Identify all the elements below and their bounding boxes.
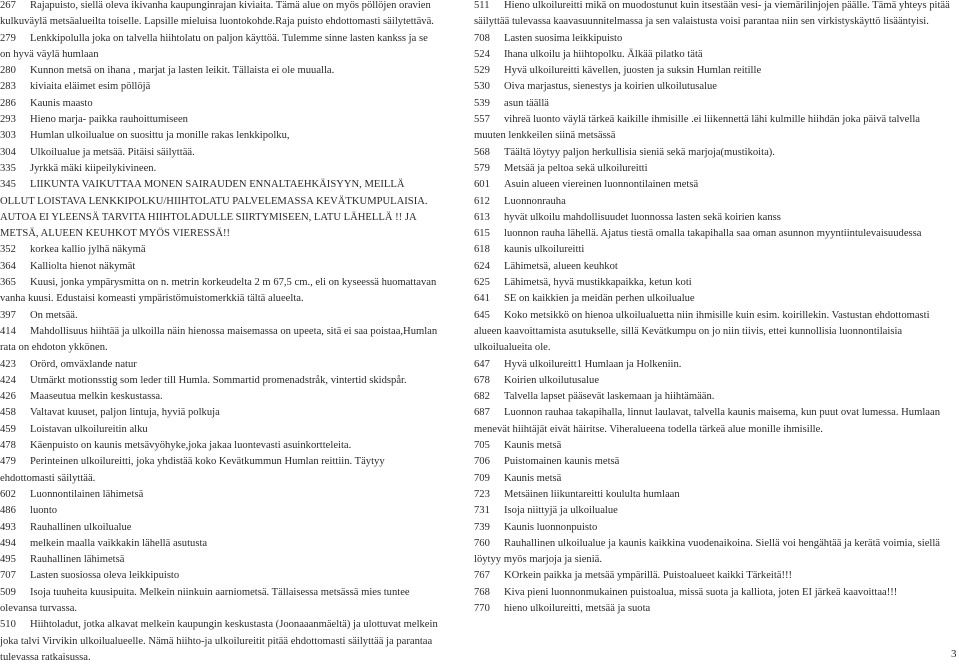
entry-number: 494 <box>0 537 16 549</box>
entry-text: Isoja tuuheita kuusipuita. Melkein niinkuin aarniometsä. Tällaisessa metsässä mies tuntee olevansa turvassa. <box>0 586 410 614</box>
entry-text: kiviaita eläimet esim pöllöjä <box>30 81 151 93</box>
comment-entry <box>0 389 440 405</box>
entry-number: 602 <box>0 488 16 500</box>
entry-text: Ihana ulkoilu ja hiihtopolku. Älkää pilatko tätä <box>504 48 703 60</box>
comment-entry <box>474 0 954 31</box>
entry-number: 618 <box>474 244 490 256</box>
entry-number: 682 <box>474 391 490 403</box>
entry-text: SE on kaikkien ja meidän perhen ulkoilualue <box>504 293 695 305</box>
comment-entry <box>0 145 440 161</box>
entry-text: Hieno ulkoilureitti mikä on muodostunut kuin itsestään vesi- ja viemärilinjojen päälle. Tämä yhteys pitää säilyttää tulevassa kaavasuunnitelmassa ja sen valaistusta voisi parantaa niin sen virkistyskäyttö lisääntyisi. <box>474 0 950 28</box>
comment-entry <box>474 31 954 47</box>
entry-text: Metsää ja peltoa sekä ulkoilureitti <box>504 162 648 174</box>
comment-entry <box>474 568 954 584</box>
comment-entry <box>474 536 954 569</box>
entry-text: Luonnon rauhaa takapihalla, linnut laulavat, talvella kaunis maisema, kun puut ovat lumessa. Humlaan menevät hiihtäjät eivät häiritse. Viheralueena todella tärkeä alue monille ihmisille. <box>474 407 940 435</box>
entry-number: 678 <box>474 374 490 386</box>
entry-number: 303 <box>0 130 16 142</box>
comment-entry <box>474 291 954 307</box>
comment-entry <box>0 96 440 112</box>
entry-number: 687 <box>474 407 490 419</box>
comment-entry <box>0 585 440 618</box>
comment-entry <box>474 471 954 487</box>
entry-text: asun täällä <box>504 97 550 109</box>
entry-number: 304 <box>0 146 16 158</box>
entry-number: 707 <box>0 570 16 582</box>
entry-text: Koirien ulkoilutusalue <box>504 374 600 386</box>
comment-entry <box>0 63 440 79</box>
entry-text: Utmärkt motionsstig som leder till Humla. Sommartid promenadstråk, vintertid skidspår. <box>30 374 407 386</box>
comment-entry <box>0 128 440 144</box>
entry-number: 708 <box>474 32 490 44</box>
entry-number: 458 <box>0 407 16 419</box>
entry-number: 601 <box>474 179 490 191</box>
entry-text: Isoja niittyjä ja ulkoilualue <box>504 505 618 517</box>
entry-text: Rauhallinen lähimetsä <box>30 554 125 566</box>
entry-text: On metsää. <box>30 309 78 321</box>
comment-entry <box>0 454 440 487</box>
comment-entry <box>0 31 440 64</box>
entry-number: 493 <box>0 521 16 533</box>
entry-text: Hyvä ulkoilureitti kävellen, juosten ja suksin Humlan reitille <box>504 65 762 77</box>
comment-entry <box>474 47 954 63</box>
entry-text: Lähimetsä, alueen keuhkot <box>504 260 618 272</box>
comment-entry <box>474 194 954 210</box>
entry-text: Rauhallinen ulkoilualue ja kaunis kaikkina vuodenaikoina. Siellä voi hengähtää ja kerätä voimia, siellä löytyy myös marjoja ja sieniä. <box>474 537 940 566</box>
entry-number: 770 <box>474 602 490 614</box>
entry-number: 539 <box>474 97 490 109</box>
entry-number: 280 <box>0 65 16 77</box>
entry-text: luonto <box>30 505 58 517</box>
comment-entry <box>474 487 954 503</box>
entry-text: Kaunis luonnonpuisto <box>504 521 598 533</box>
entry-number: 706 <box>474 456 490 468</box>
entry-text: Lähimetsä, hyvä mustikkapaikka, ketun koti <box>504 277 692 289</box>
entry-text: LIIKUNTA VAIKUTTAA MONEN SAIRAUDEN ENNALTAEHKÄISYYN, MEILLÄ OLLUT LOISTAVA LENKKIPOLKU/HIIHTOLATU PALVELEMASSA KEVÄTKUMPULAISIA. AUTOA EI YLEENSÄ TARVITA HIIHTOLADULLE SIIRTYMISEEN, LATU LÄHELLÄ !! JA METSÄ, ALUEEN KEUHKOT MYÖS VIERESSÄ!! <box>0 179 428 240</box>
comment-entry <box>474 145 954 161</box>
entry-text: Käenpuisto on kaunis metsävyöhyke,joka jakaa luontevasti asuinkortteleita. <box>30 440 352 452</box>
entry-number: 293 <box>0 114 16 126</box>
entry-text: Valtavat kuuset, paljon lintuja, hyviä polkuja <box>30 407 220 419</box>
entry-text: Oiva marjastus, sienestys ja koirien ulkoilutusalue <box>504 81 718 93</box>
entry-number: 509 <box>0 586 16 598</box>
comment-entry <box>0 259 440 275</box>
entry-text: Kaunis maasto <box>30 97 93 109</box>
entry-number: 426 <box>0 391 16 403</box>
comment-entry <box>474 585 954 601</box>
entry-number: 364 <box>0 260 16 272</box>
entry-text: Rajapuisto, siellä oleva ikivanha kaupunginrajan kiviaita. Tämä alue on myös pöllöjen oravien kulkuväylä metsäalueilta toiselle. Lapsille mieluisa luontokohde.Raja puisto ehdottomasti säilytettävä. <box>0 0 434 28</box>
entry-text: Kaunis metsä <box>504 472 562 484</box>
entry-text: korkea kallio jylhä näkymä <box>30 244 146 256</box>
comment-entry <box>0 161 440 177</box>
comment-entry <box>474 601 954 617</box>
entry-text: Jyrkkä mäki kiipeilykivineen. <box>30 162 157 174</box>
comment-entry <box>0 405 440 421</box>
entry-text: Humlan ulkoilualue on suosittu ja monille rakas lenkkipolku, <box>30 130 290 142</box>
comment-entry <box>474 112 954 145</box>
entry-text: Lasten suosima leikkipuisto <box>504 32 623 44</box>
comment-entry <box>474 357 954 373</box>
entry-number: 279 <box>0 32 16 44</box>
entry-number: 579 <box>474 162 490 174</box>
entry-text: Luonnonrauha <box>504 195 566 207</box>
entry-number: 459 <box>0 423 16 435</box>
entry-number: 478 <box>0 440 16 452</box>
entry-text: Orörd, omväxlande natur <box>30 358 137 370</box>
entry-number: 615 <box>474 228 490 240</box>
entry-number: 613 <box>474 211 490 223</box>
comment-entry <box>474 177 954 193</box>
entry-text: KOrkein paikka ja metsää ympärillä. Puistoalueet kaikki Tärkeitä!!! <box>504 570 793 582</box>
entry-number: 423 <box>0 358 16 370</box>
comment-entry <box>474 242 954 258</box>
comment-entry <box>0 112 440 128</box>
comment-entry <box>474 79 954 95</box>
comment-entry <box>0 275 440 308</box>
entry-number: 768 <box>474 586 490 598</box>
entry-number: 524 <box>474 48 490 60</box>
entry-text: Hyvä ulkoilureitt1 Humlaan ja Holkeniin. <box>504 358 682 370</box>
comment-entry <box>474 226 954 242</box>
entry-text: Ulkoilualue ja metsää. Pitäisi säilyttää. <box>30 146 195 158</box>
entry-text: Talvella lapset pääsevät laskemaan ja hiihtämään. <box>504 391 715 403</box>
entry-text: luonnon rauha lähellä. Ajatus tiestä omalla takapihalla saa oman asunnon myyntiintulevaisuudessa <box>504 228 922 240</box>
entry-text: Perinteinen ulkoilureitti, joka yhdistää koko Kevätkummun Humlan reittiin. Täytyy ehdottomasti säilyttää. <box>0 456 385 484</box>
entry-number: 645 <box>474 309 490 321</box>
entry-text: Luonnontilainen lähimetsä <box>30 488 144 500</box>
comment-entry <box>0 552 440 568</box>
comment-entry <box>0 536 440 552</box>
comment-entry <box>0 79 440 95</box>
entry-number: 414 <box>0 325 16 337</box>
comment-entry <box>474 454 954 470</box>
entry-number: 397 <box>0 309 16 321</box>
entry-number: 510 <box>0 619 16 631</box>
comment-entry <box>0 617 440 666</box>
entry-number: 739 <box>474 521 490 533</box>
entry-number: 424 <box>0 374 16 386</box>
entry-number: 723 <box>474 488 490 500</box>
entry-text: Maaseutua melkin keskustassa. <box>30 391 163 403</box>
comment-entry <box>474 373 954 389</box>
entry-number: 345 <box>0 179 16 191</box>
entry-text: hieno ulkoilureitti, metsää ja suota <box>504 602 651 614</box>
entry-number: 760 <box>474 537 490 549</box>
entry-number: 530 <box>474 81 490 93</box>
entry-text: Kaunis metsä <box>504 440 562 452</box>
entry-text: vihreä luonto väylä tärkeä kaikille ihmisille .ei liikennettä lähi kulmille hiihdän joka päivä talvella muuten lenkkeilen siinä metsässä <box>474 114 920 142</box>
entry-text: Lasten suosiossa oleva leikkipuisto <box>30 570 180 582</box>
comment-entry <box>474 259 954 275</box>
entry-number: 286 <box>0 97 16 109</box>
comment-entry <box>474 405 954 438</box>
entry-number: 529 <box>474 65 490 77</box>
entry-number: 709 <box>474 472 490 484</box>
comment-entry <box>474 520 954 536</box>
entry-text: Hieno marja- paikka rauhoittumiseen <box>30 114 188 126</box>
comment-entry <box>0 0 440 31</box>
comment-entry <box>0 487 440 503</box>
comment-entry <box>474 503 954 519</box>
entry-text: Mahdollisuus hiihtää ja ulkoilla näin hienossa maisemassa on upeeta, sitä ei saa poistaa,Humlan rata on ehdoton ykkönen. <box>0 325 438 354</box>
entry-text: kaunis ulkoilureitti <box>504 244 585 256</box>
entry-number: 557 <box>474 114 490 126</box>
entry-text: Asuin alueen viereinen luonnontilainen metsä <box>504 179 699 191</box>
entry-text: Hiihtoladut, jotka alkavat melkein kaupungin keskustasta (Joonaaanmäeltä) ja ulottuvat melkein joka talvi Virvikin ulkoilualueelle. Nämä hiihto-ja ulkoilureitit pitää ehdottomasti säilyttää ja parantaa tulevassa ratkaisussa. <box>0 619 438 663</box>
comment-entry <box>0 357 440 373</box>
entry-number: 568 <box>474 146 490 158</box>
entry-number: 283 <box>0 81 16 93</box>
comment-entry <box>474 389 954 405</box>
entry-number: 612 <box>474 195 490 207</box>
entry-number: 705 <box>474 440 490 452</box>
entry-text: Lenkkipolulla joka on talvella hiihtolatu on paljon käyttöä. Tulemme sinne lasten kankss ja se on hyvä väylä humlaan <box>0 32 428 60</box>
entry-number: 365 <box>0 277 16 289</box>
entry-text: melkein maalla vaikkakin lähellä asutusta <box>30 537 208 549</box>
comment-entry <box>0 520 440 536</box>
comment-entry <box>0 242 440 258</box>
comment-entry <box>474 161 954 177</box>
entry-number: 495 <box>0 554 16 566</box>
entry-text: Kunnon metsä on ihana , marjat ja lasten leikit. Tällaista ei ole muualla. <box>30 65 335 77</box>
comment-entry <box>0 568 440 584</box>
entry-number: 767 <box>474 570 490 582</box>
comment-entry <box>0 503 440 519</box>
entry-number: 335 <box>0 162 16 174</box>
entry-text: hyvät ulkoilu mahdollisuudet luonnossa lasten sekä koirien kanss <box>504 211 781 223</box>
entry-number: 731 <box>474 505 490 517</box>
comment-entry <box>474 96 954 112</box>
comment-entry <box>474 438 954 454</box>
entry-number: 511 <box>474 0 490 11</box>
entry-number: 641 <box>474 293 490 305</box>
comment-entry <box>474 63 954 79</box>
comment-entry <box>0 308 440 324</box>
page-number: 3 <box>951 648 957 660</box>
entry-text: Kuusi, jonka ympärysmitta on n. metrin korkeudelta 2 m 67,5 cm., eli on kyseessä huomattavan vanha kuusi. Edustaisi komeasti ympäristömuistomerkkiä tältä alueelta. <box>0 277 437 305</box>
entry-text: Täältä löytyy paljon herkullisia sieniä sekä marjoja(mustikoita). <box>504 146 775 158</box>
entry-text: Metsäinen liikuntareitti koululta humlaan <box>504 488 680 500</box>
entry-text: Puistomainen kaunis metsä <box>504 456 620 468</box>
entry-number: 479 <box>0 456 16 468</box>
entry-number: 647 <box>474 358 490 370</box>
right-column <box>474 0 954 617</box>
entry-number: 267 <box>0 0 16 11</box>
entry-number: 352 <box>0 244 16 256</box>
comment-entry <box>474 210 954 226</box>
comment-entry <box>474 275 954 291</box>
comment-entry <box>0 373 440 389</box>
entry-text: Koko metsikkö on hienoa ulkoilualuetta niin ihmisille kuin esim. koirillekin. Vastustan ehdottomasti alueen kaavoittamista asutukselle, sillä Kevätkumpu on jo niin tiivis, ettei kunnollisia luonnontilaisia ulkoilualueita ole. <box>474 309 930 354</box>
entry-number: 625 <box>474 277 490 289</box>
comment-entry <box>0 177 440 242</box>
comment-entry <box>0 422 440 438</box>
comment-entry <box>474 308 954 357</box>
entry-number: 486 <box>0 505 16 517</box>
entry-text: Kiva pieni luonnonmukainen puistoalua, missä suota ja kalliota, joten EI järkeä kaavoittaa!!! <box>504 586 898 598</box>
entry-number: 624 <box>474 260 490 272</box>
entry-text: Rauhallinen ulkoilualue <box>30 521 132 533</box>
comment-entry <box>0 324 440 357</box>
entry-text: Loistavan ulkoilureitin alku <box>30 423 148 435</box>
entry-text: Kalliolta hienot näkymät <box>30 260 136 272</box>
comment-entry <box>0 438 440 454</box>
left-column <box>0 0 440 666</box>
